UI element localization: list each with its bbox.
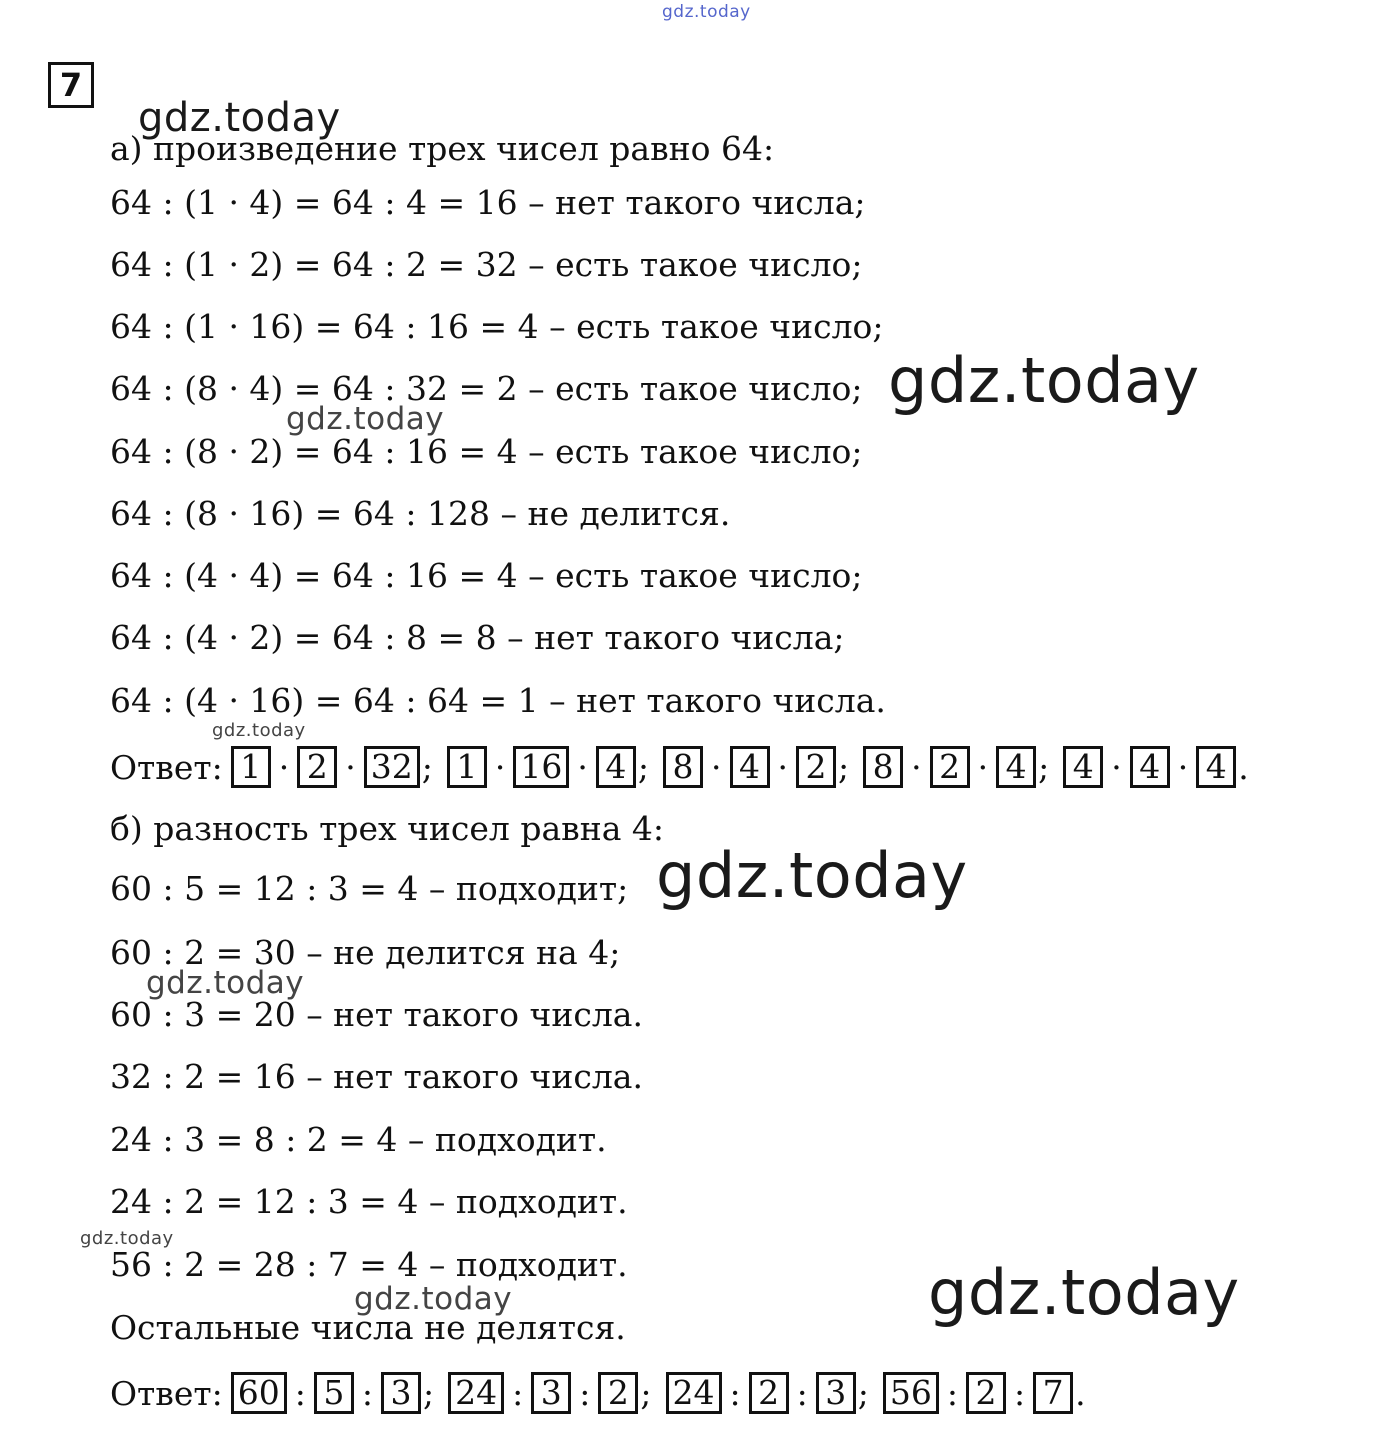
part-b-line: 60 : 5 = 12 : 3 = 4 – подходит; bbox=[110, 869, 629, 908]
part-a-answer-separator: . bbox=[1238, 747, 1249, 787]
task-number: 7 bbox=[48, 62, 94, 108]
part-b-answer-operator: : bbox=[1014, 1373, 1026, 1413]
part-b-answer-operator: : bbox=[946, 1373, 959, 1413]
part-a-answer-operator: · bbox=[1111, 747, 1122, 787]
part-b-answer-separator: ; bbox=[423, 1373, 435, 1413]
part-a-line: 64 : (8 · 4) = 64 : 32 = 2 – есть такое число; bbox=[110, 369, 863, 408]
part-a-answer-operator: · bbox=[577, 747, 588, 787]
part-b-answer-box: 56 bbox=[883, 1372, 939, 1414]
watermark: gdz.today bbox=[212, 720, 306, 741]
part-a-line: 64 : (8 · 16) = 64 : 128 – не делится. bbox=[110, 494, 731, 533]
part-b-answer-separator: ; bbox=[640, 1373, 652, 1413]
part-a-answer bbox=[110, 746, 1249, 788]
part-a-answer-box: 32 bbox=[364, 746, 420, 788]
part-b-answer-box: 3 bbox=[531, 1372, 571, 1414]
watermark: gdz.today bbox=[656, 839, 968, 912]
part-a-answer-box: 2 bbox=[930, 746, 970, 788]
part-b-line: 32 : 2 = 16 – нет такого числа. bbox=[110, 1057, 643, 1096]
part-b-answer-box: 24 bbox=[448, 1372, 504, 1414]
part-a-answer-box: 1 bbox=[447, 746, 487, 788]
part-a-answer-box: 1 bbox=[231, 746, 271, 788]
part-a-answer-operator: · bbox=[711, 747, 722, 787]
watermark-top: gdz.today bbox=[662, 2, 751, 22]
part-a-answer-operator: · bbox=[911, 747, 922, 787]
part-a-answer-operator: · bbox=[345, 747, 356, 787]
part-b-answer bbox=[110, 1372, 1086, 1414]
part-a-answer-box: 16 bbox=[513, 746, 569, 788]
part-a-answer-box: 4 bbox=[1196, 746, 1236, 788]
part-a-answer-box: 4 bbox=[596, 746, 636, 788]
part-b-line: 60 : 3 = 20 – нет такого числа. bbox=[110, 995, 643, 1034]
part-b-answer-operator: : bbox=[579, 1373, 591, 1413]
part-a-answer-label: Ответ: bbox=[110, 747, 223, 787]
part-b-answer-operator: : bbox=[294, 1373, 306, 1413]
part-a-answer-box: 8 bbox=[663, 746, 703, 788]
part-b-title: б) разность трех чисел равна 4: bbox=[110, 809, 665, 848]
part-b-answer-separator: . bbox=[1075, 1373, 1086, 1413]
part-b-answer-box: 24 bbox=[666, 1372, 722, 1414]
part-a-answer-box: 4 bbox=[730, 746, 770, 788]
part-b-line: 24 : 2 = 12 : 3 = 4 – подходит. bbox=[110, 1182, 628, 1221]
watermark: gdz.today bbox=[138, 95, 341, 141]
watermark: gdz.today bbox=[286, 401, 445, 437]
part-b-remainder: Остальные числа не делятся. bbox=[110, 1308, 626, 1347]
part-a-answer-separator: ; bbox=[421, 747, 433, 787]
part-b-answer-box: 5 bbox=[314, 1372, 354, 1414]
part-b-answer-separator: ; bbox=[857, 1373, 869, 1413]
part-a-title: а) произведение трех чисел равно 64: bbox=[110, 129, 775, 168]
part-a-answer-box: 4 bbox=[996, 746, 1036, 788]
part-a-answer-operator: · bbox=[777, 747, 789, 787]
watermark: gdz.today bbox=[928, 1256, 1240, 1329]
part-a-answer-box: 8 bbox=[863, 746, 903, 788]
part-a-answer-box: 2 bbox=[796, 746, 836, 788]
part-a-answer-operator: · bbox=[278, 747, 290, 787]
part-b-answer-box: 2 bbox=[749, 1372, 789, 1414]
part-a-line: 64 : (8 · 2) = 64 : 16 = 4 – есть такое число; bbox=[110, 432, 863, 471]
part-b-answer-box: 60 bbox=[231, 1372, 287, 1414]
part-a-answer-box: 2 bbox=[297, 746, 337, 788]
watermark: gdz.today bbox=[146, 965, 305, 1001]
part-b-answer-operator: : bbox=[361, 1373, 374, 1413]
part-b-answer-operator: : bbox=[729, 1373, 741, 1413]
part-a-answer-operator: · bbox=[1177, 747, 1189, 787]
part-b-answer-box: 2 bbox=[966, 1372, 1006, 1414]
part-a-line: 64 : (1 · 4) = 64 : 4 = 16 – нет такого числа; bbox=[110, 183, 866, 222]
part-a-answer-box: 4 bbox=[1130, 746, 1170, 788]
watermark: gdz.today bbox=[354, 1281, 513, 1317]
part-a-line: 64 : (4 · 16) = 64 : 64 = 1 – нет такого числа. bbox=[110, 681, 886, 720]
part-b-answer-box: 3 bbox=[381, 1372, 421, 1414]
part-b-answer-label: Ответ: bbox=[110, 1373, 223, 1413]
part-b-line: 60 : 2 = 30 – не делится на 4; bbox=[110, 933, 621, 972]
part-a-line: 64 : (4 · 4) = 64 : 16 = 4 – есть такое число; bbox=[110, 556, 863, 595]
part-b-answer-operator: : bbox=[512, 1373, 524, 1413]
part-a-line: 64 : (1 · 16) = 64 : 16 = 4 – есть такое число; bbox=[110, 307, 884, 346]
part-b-answer-box: 7 bbox=[1033, 1372, 1073, 1414]
part-a-answer-separator: ; bbox=[838, 747, 850, 787]
part-a-answer-operator: · bbox=[977, 747, 989, 787]
part-b-line: 24 : 3 = 8 : 2 = 4 – подходит. bbox=[110, 1120, 607, 1159]
part-b-answer-box: 2 bbox=[598, 1372, 638, 1414]
watermark: gdz.today bbox=[888, 344, 1200, 417]
part-a-line: 64 : (1 · 2) = 64 : 2 = 32 – есть такое число; bbox=[110, 245, 863, 284]
part-b-answer-box: 3 bbox=[816, 1372, 856, 1414]
watermark: gdz.today bbox=[80, 1228, 174, 1249]
part-a-line: 64 : (4 · 2) = 64 : 8 = 8 – нет такого числа; bbox=[110, 618, 845, 657]
part-b-answer-operator: : bbox=[796, 1373, 808, 1413]
part-b-line: 56 : 2 = 28 : 7 = 4 – подходит. bbox=[110, 1245, 628, 1284]
part-a-answer-separator: ; bbox=[637, 747, 650, 787]
part-a-answer-box: 4 bbox=[1063, 746, 1103, 788]
part-a-answer-separator: ; bbox=[1038, 747, 1050, 787]
part-a-answer-operator: · bbox=[494, 747, 506, 787]
